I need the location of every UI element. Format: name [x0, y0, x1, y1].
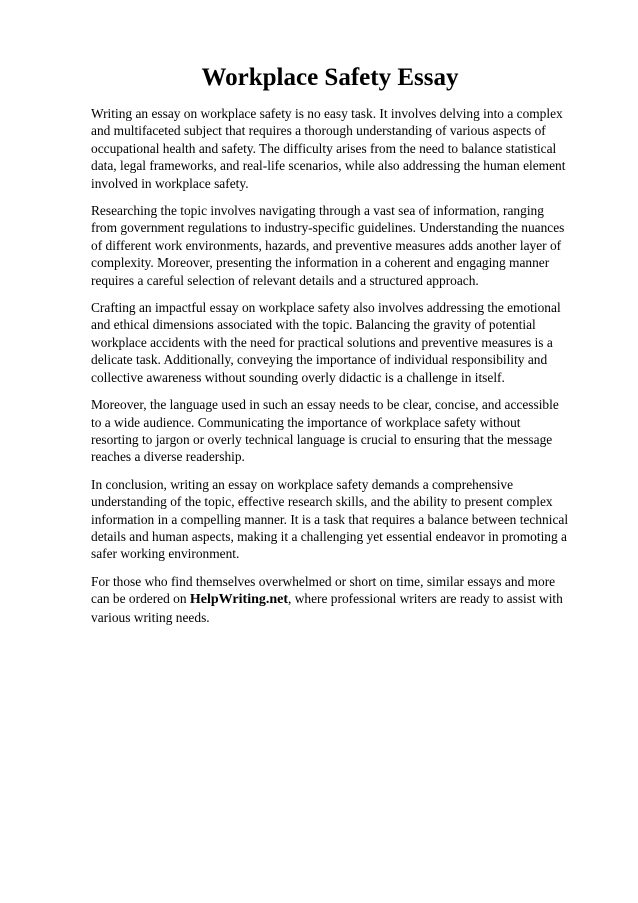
closing-text-after: , where professional writers are ready to assist with various writing needs. — [91, 591, 563, 625]
paragraph-conclusion: In conclusion, writing an essay on workplace safety demands a comprehensive understanding of the topic, effective research skills, and the ability to present complex information in a compelling manner. It is a task that requires a balance between technical details and human aspects, making it a challenging yet essential endeavor in promoting a safer working environment. — [91, 476, 569, 562]
document-body — [91, 63, 569, 636]
paragraph-research: Researching the topic involves navigating through a vast sea of information, ranging from government regulations to industry-specific guidelines. Understanding the nuances of different work environments, hazards, and preventive measures adds another layer of complexity. Moreover, presenting the information in a coherent and engaging manner requires a careful selection of relevant details and a structured approach. — [91, 203, 565, 288]
paragraph-language: Moreover, the language used in such an essay needs to be clear, concise, and accessible to a wide audience. Communicating the importance of workplace safety without resorting to jargon or overly technical language is crucial to ensuring that the message reaches a diverse readership. — [91, 397, 559, 465]
brand-name: HelpWriting.net — [189, 592, 289, 608]
paragraph-closing — [91, 573, 569, 626]
document-title: Workplace Safety Essay — [201, 64, 459, 91]
paragraph-intro: Writing an essay on workplace safety is no easy task. It involves delving into a complex and multifaceted subject that requires a thorough understanding of various aspects of occupational health and safety. The difficulty arises from the need to balance statistical data, legal frameworks, and real-life scenarios, while also addressing the human element involved in workplace safety. — [91, 106, 566, 191]
closing-text-before: For those who find themselves overwhelmed or short on time, similar essays and more can be ordered on — [91, 573, 556, 607]
paragraph-crafting: Crafting an impactful essay on workplace safety also involves addressing the emotional and ethical dimensions associated with the topic. Balancing the gravity of potential workplace accidents with the need for practical solutions and preventive measures is a delicate task. Additionally, conveying the importance of individual responsibility and collective awareness without sounding overly didactic is a challenge in itself. — [91, 300, 561, 385]
